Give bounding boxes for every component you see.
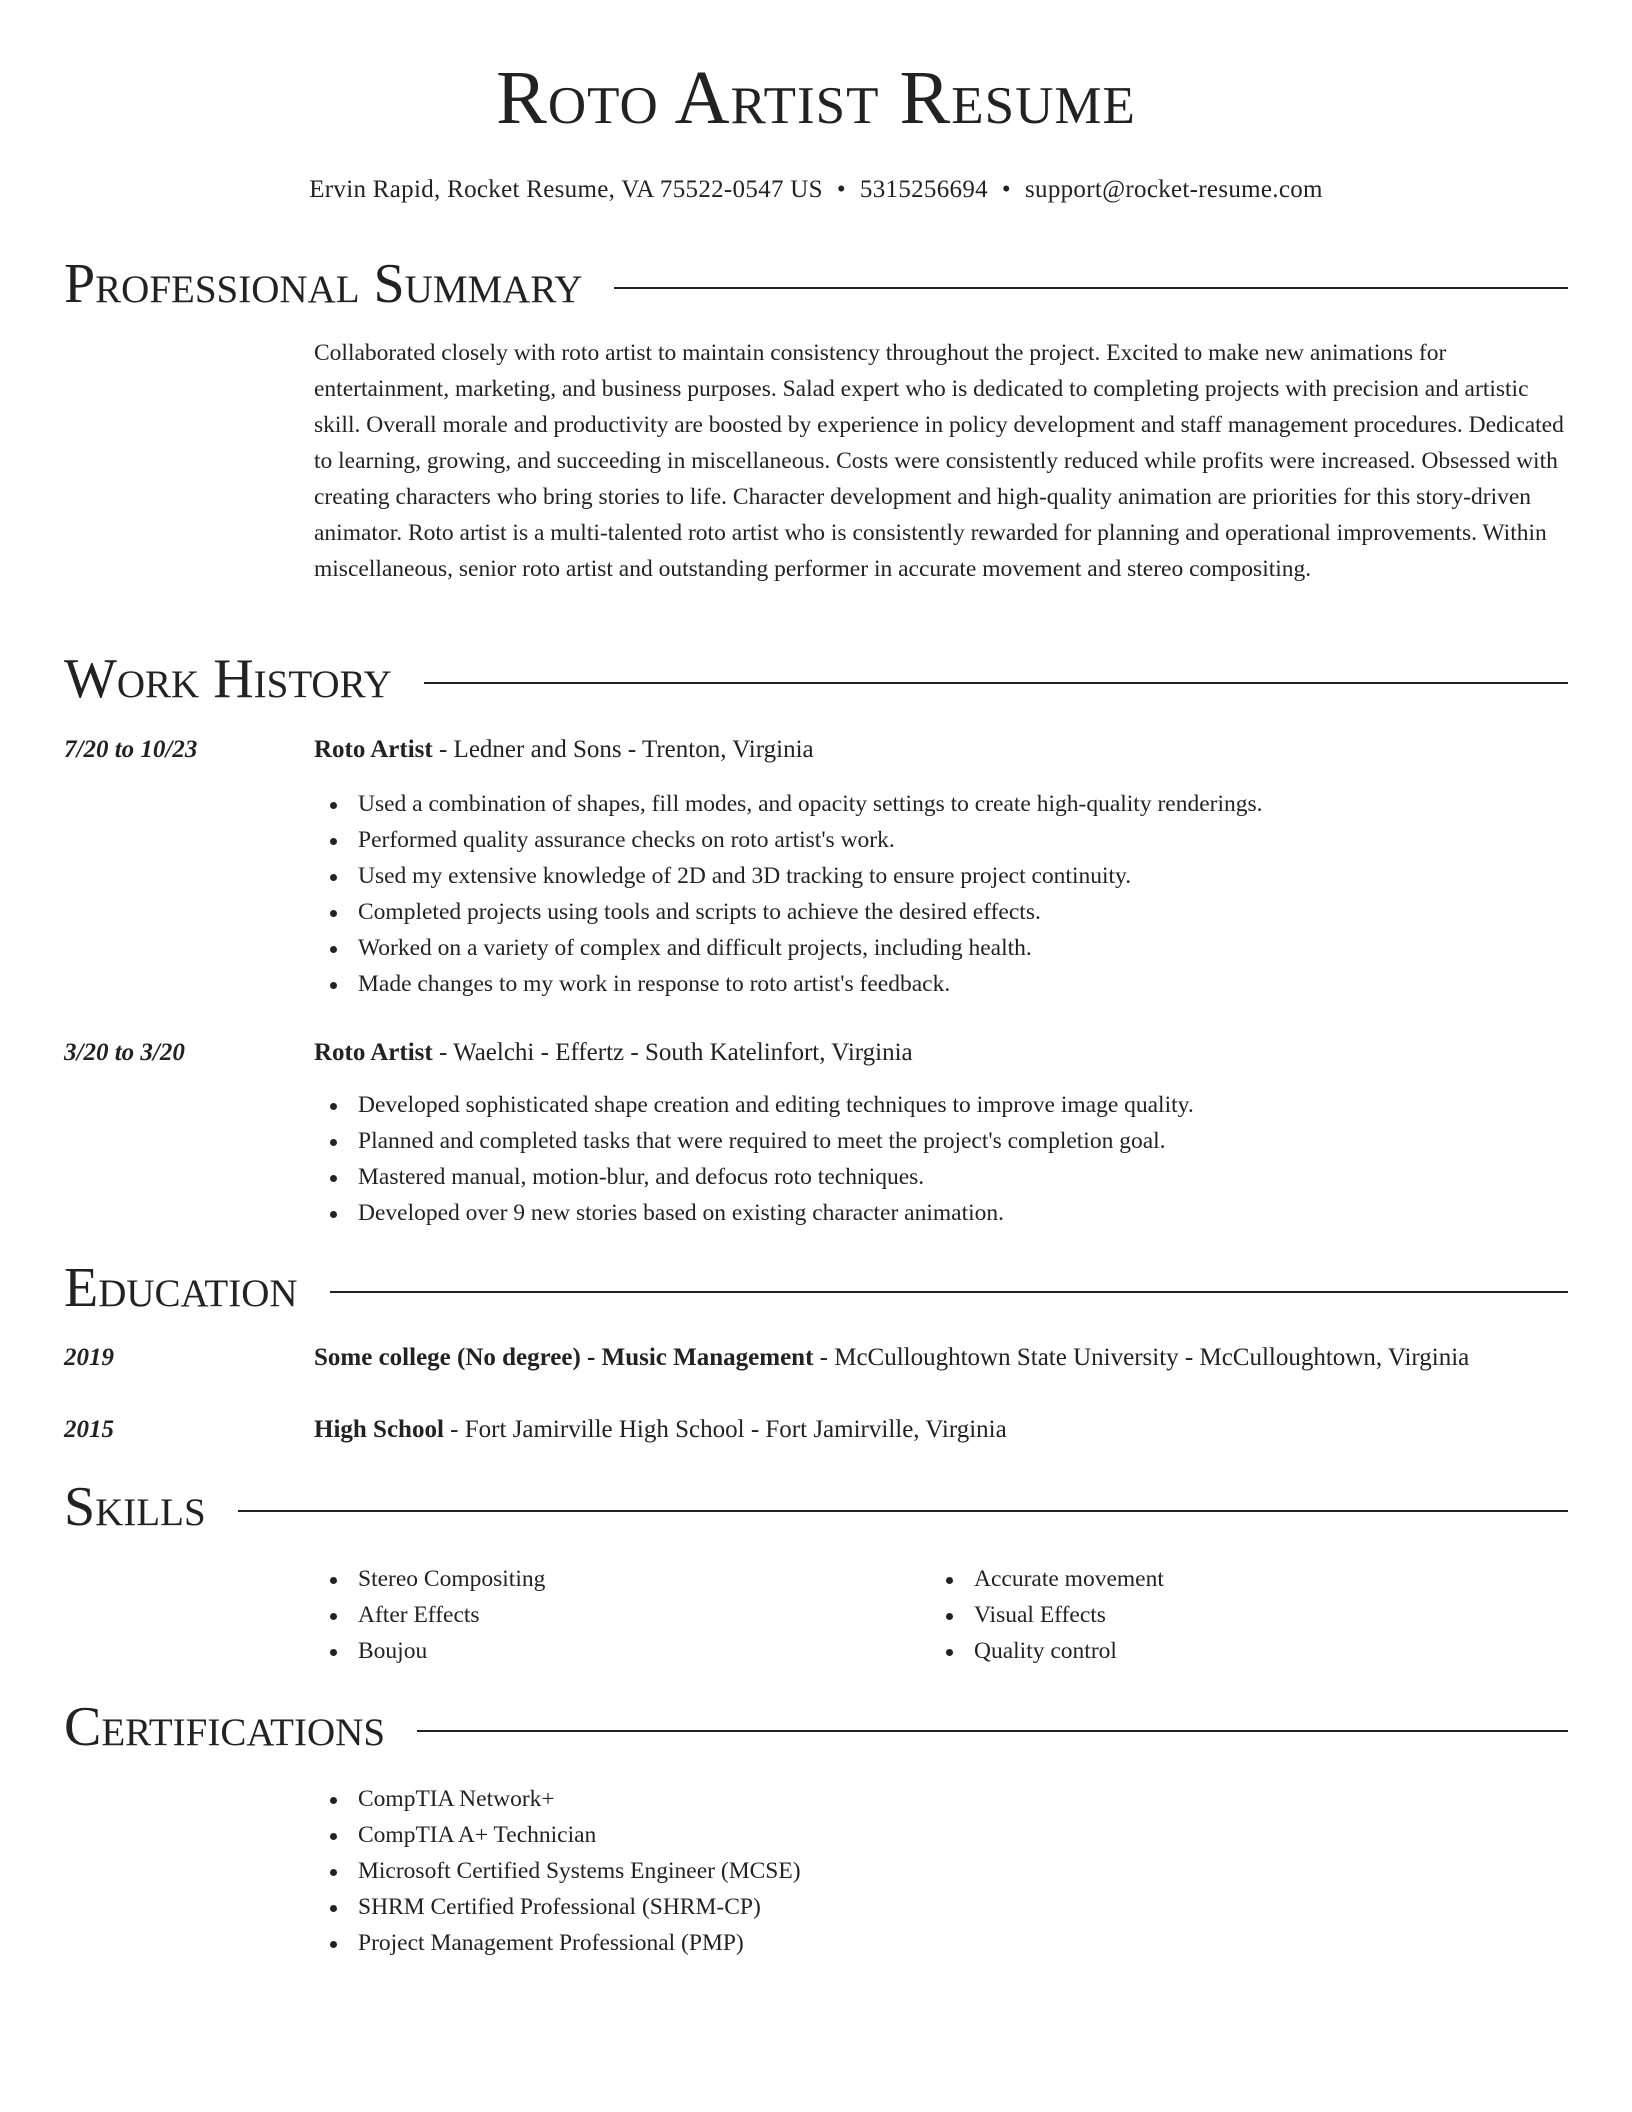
contact-separator: • — [836, 176, 846, 203]
contact-address: Ervin Rapid, Rocket Resume, VA 75522-0547 US — [309, 176, 823, 203]
job-bullet: Performed quality assurance checks on roto artist's work. — [314, 822, 1568, 858]
job-dates: 7/20 to 10/23 — [64, 736, 198, 763]
section-header-summary — [64, 253, 1568, 315]
education-degree: High School — [314, 1416, 444, 1443]
job-bullet: Developed sophisticated shape creation and editing techniques to improve image quality. — [314, 1087, 1568, 1123]
education-entry — [314, 1412, 1568, 1448]
education-year: 2019 — [64, 1344, 114, 1371]
job-details: - Waelchi - Effertz - South Katelinfort, Virginia — [432, 1039, 913, 1066]
education-details: - McCulloughtown State University - McCulloughtown, Virginia — [813, 1344, 1470, 1371]
section-divider — [614, 287, 1568, 289]
job-heading — [314, 732, 1568, 768]
job-bullet: Used my extensive knowledge of 2D and 3D tracking to ensure project continuity. — [314, 858, 1568, 894]
section-divider — [424, 682, 1568, 684]
section-header-work-history — [64, 648, 1568, 710]
job-bullet: Planned and completed tasks that were required to meet the project's completion goal. — [314, 1123, 1568, 1159]
education-details: - Fort Jamirville High School - Fort Jamirville, Virginia — [443, 1416, 1007, 1443]
contact-line — [0, 175, 1632, 205]
certifications-list — [314, 1781, 1568, 1961]
section-header-education — [64, 1257, 1568, 1319]
job-entry — [314, 732, 1568, 1002]
education-entry — [314, 1340, 1568, 1376]
skill-item: After Effects — [314, 1597, 874, 1633]
job-title: Roto Artist — [314, 736, 433, 763]
section-title-skills: Skills — [64, 1476, 206, 1538]
job-bullet: Worked on a variety of complex and difficult projects, including health. — [314, 930, 1568, 966]
job-details: - Ledner and Sons - Trenton, Virginia — [432, 736, 814, 763]
education-line — [314, 1412, 1568, 1448]
contact-separator: • — [1001, 176, 1011, 203]
skill-item: Quality control — [930, 1633, 1490, 1669]
job-bullet: Used a combination of shapes, fill modes, and opacity settings to create high-quality renderings. — [314, 786, 1568, 822]
job-bullet: Developed over 9 new stories based on existing character animation. — [314, 1195, 1568, 1231]
certification-item: Project Management Professional (PMP) — [314, 1925, 1568, 1961]
job-bullet: Completed projects using tools and scripts to achieve the desired effects. — [314, 894, 1568, 930]
job-entry — [314, 1035, 1568, 1231]
education-year: 2015 — [64, 1416, 114, 1443]
certification-item: SHRM Certified Professional (SHRM-CP) — [314, 1889, 1568, 1925]
job-dates: 3/20 to 3/20 — [64, 1039, 185, 1066]
skill-item: Accurate movement — [930, 1561, 1490, 1597]
certification-item: CompTIA A+ Technician — [314, 1817, 1568, 1853]
section-header-certifications — [64, 1696, 1568, 1758]
job-bullet: Made changes to my work in response to roto artist's feedback. — [314, 966, 1568, 1002]
contact-email: support@rocket-resume.com — [1024, 176, 1323, 203]
skill-item: Boujou — [314, 1633, 874, 1669]
section-divider — [330, 1291, 1568, 1293]
section-title-certifications: Certifications — [64, 1696, 386, 1758]
skills-list-right — [930, 1561, 1490, 1669]
resume-title: Roto Artist Resume — [496, 56, 1136, 140]
job-heading — [314, 1035, 1568, 1071]
section-divider — [238, 1510, 1568, 1512]
education-line — [314, 1340, 1568, 1376]
skill-item: Visual Effects — [930, 1597, 1490, 1633]
certification-item: Microsoft Certified Systems Engineer (MCSE) — [314, 1853, 1568, 1889]
summary-text: Collaborated closely with roto artist to maintain consistency throughout the project. Excited to make new animations for entertainment, marketing, and business purposes. Salad expert who is dedicated to completing projects with precision and artistic skill. Overall morale and productivity are boosted by experience in policy development and staff management procedures. Dedicated to learning, growing, and succeeding in miscellaneous. Costs were consistently reduced while profits were increased. Obsessed with creating characters who bring stories to life. Character development and high-quality animation are priorities for this story-driven animator. Roto artist is a multi-talented roto artist who is consistently rewarded for planning and operational improvements. Within miscellaneous, senior roto artist and outstanding performer in accurate movement and stereo compositing. — [314, 340, 1564, 582]
section-divider — [417, 1730, 1568, 1732]
job-bullet: Mastered manual, motion-blur, and defocus roto techniques. — [314, 1159, 1568, 1195]
section-title-summary: Professional Summary — [64, 253, 583, 315]
job-bullets — [314, 1087, 1568, 1231]
skill-item: Stereo Compositing — [314, 1561, 874, 1597]
section-title-education: Education — [64, 1257, 298, 1319]
contact-phone: 5315256694 — [859, 176, 988, 203]
job-bullets — [314, 786, 1568, 1002]
section-header-skills — [64, 1476, 1568, 1538]
job-title: Roto Artist — [314, 1039, 433, 1066]
section-title-work-history: Work History — [64, 648, 392, 710]
skills-list-left — [314, 1561, 874, 1669]
education-degree: Some college (No degree) - Music Management — [314, 1344, 814, 1371]
certification-item: CompTIA Network+ — [314, 1781, 1568, 1817]
